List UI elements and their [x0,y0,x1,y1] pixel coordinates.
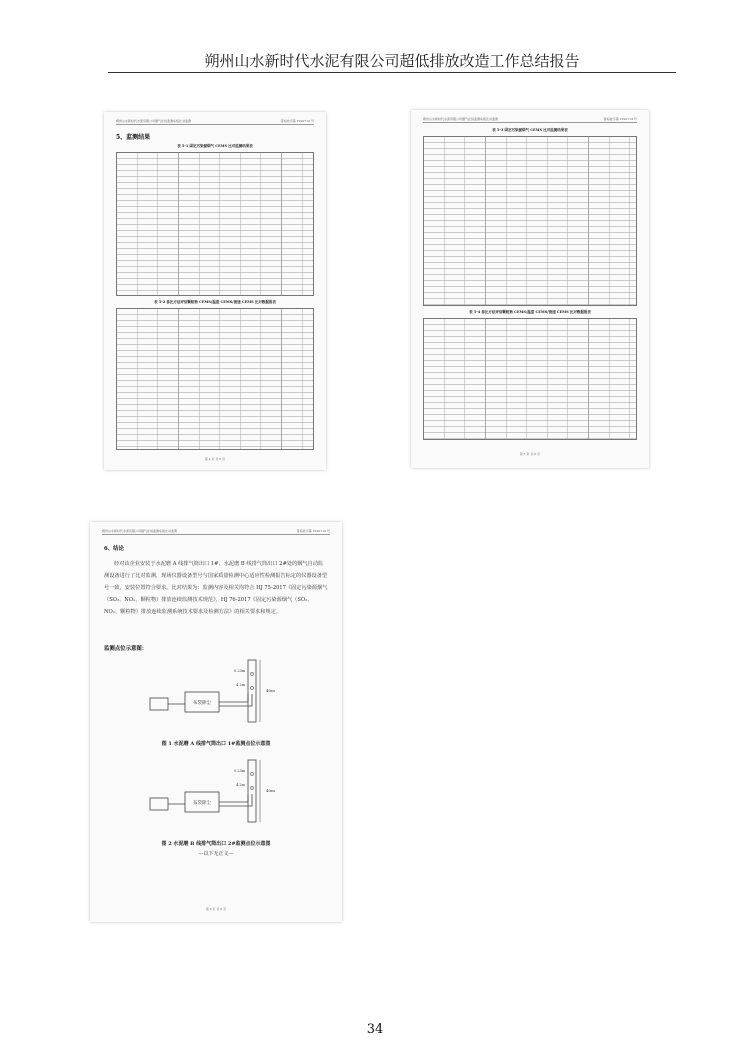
dust-collector-label: 布袋除尘 [193,801,211,806]
section-title: 5、监测结果 [116,134,151,141]
report-page-thumbnail-4 [104,112,326,470]
end-of-text-note: —以下无正文— [198,851,234,857]
stack-height-label: 40m [266,788,275,793]
running-header-right: 晋标检字第 Y220713 号 [603,117,637,121]
cems-results-table [116,152,314,296]
running-header-divider [102,534,330,535]
page-running-header [423,117,637,121]
report-page-thumbnail-5 [411,110,649,468]
lower-point-label: 4.2m [236,683,245,687]
stack-height-label: 40m [266,688,275,693]
table-caption: 表 5-2 参比方法评估颗粒物 CEMS/温度 CEMS/流速 CEMS 比对数据报表 [154,300,276,304]
table-caption: 表 5-3 固定污染源烟气 CEMS 比对监测结果表 [492,128,568,132]
dust-collector-label: 布袋除尘 [193,701,211,706]
document-header-title: 朔州山水新时代水泥有限公司超低排放改造工作总结报告 [204,52,580,70]
comparison-data-table [116,308,314,450]
conclusion-paragraph: 经对该企业安装于水泥磨 A 线排气筒出口 1#、水泥磨 B 线排气筒出口 2#处的烟气自动监测设备进行了比对监测，现场仪器设备型号与国家质量检测中心适应性检测报告标定的仪器设备型号一致，安装位置符合要求。比对结果为：监测内容及相关均符合 HJ 75-2017《固定污染源烟气（SO₂、NOₓ、颗粒物）排放连续监测技术规范》、HJ 76-2017《固定污染源烟气（SO₂、NOₓ、颗粒物）排放连续监测系统技术要求及检测方法》的相关要求和规定。 [104,561,328,615]
table-grid [424,137,636,305]
section-title: 6、结论 [104,546,124,552]
upper-point-label: 0.23m [234,769,246,773]
running-header-divider [116,124,314,125]
table-grid [117,309,313,449]
lower-point-label: 4.2m [236,783,245,787]
map-title: 监测点位示意图： [104,646,148,652]
figure-caption: 图 1 水泥磨 A 线排气筒出口 1#监测点位示意图 [161,741,271,747]
table-caption: 表 5-1 固定污染源烟气 CEMS 比对监测结果表 [177,144,253,148]
report-page-thumbnail-6 [90,522,342,922]
page-number: 34 [366,1022,384,1037]
comparison-data-table [423,318,637,440]
upper-point-label: 0.23m [234,669,246,673]
cems-results-table [423,136,637,306]
table-caption: 表 5-4 参比方法评估颗粒物 CEMS/温度 CEMS/流速 CEMS 比对数据报表 [469,310,591,314]
table-grid [424,319,636,439]
page-footer: 第 5 页 共 6 页 [519,452,541,456]
page-running-header [116,119,314,123]
figure-caption: 图 2 水泥磨 B 线排气筒出口 2#监测点位示意图 [161,841,271,847]
header-divider [108,72,676,73]
running-header-right: 晋标检字第 Y220713 号 [280,119,314,123]
table-grid [117,153,313,295]
running-header-right: 晋标检字第 Y220713 号 [296,529,330,533]
monitoring-point-diagram-2 [140,754,310,834]
page-footer: 第 6 页 共 6 页 [205,907,227,911]
page-running-header [102,529,330,533]
running-header-divider [423,122,637,123]
page-footer: 第 4 页 共 6 页 [204,457,226,461]
running-header-left: 朔州山水新时代水泥有限公司烟气在线监测系统比对监测 [423,117,499,121]
monitoring-point-diagram-1 [140,654,310,734]
running-header-left: 朔州山水新时代水泥有限公司烟气在线监测系统比对监测 [102,529,178,533]
running-header-left: 朔州山水新时代水泥有限公司烟气在线监测系统比对监测 [116,119,192,123]
